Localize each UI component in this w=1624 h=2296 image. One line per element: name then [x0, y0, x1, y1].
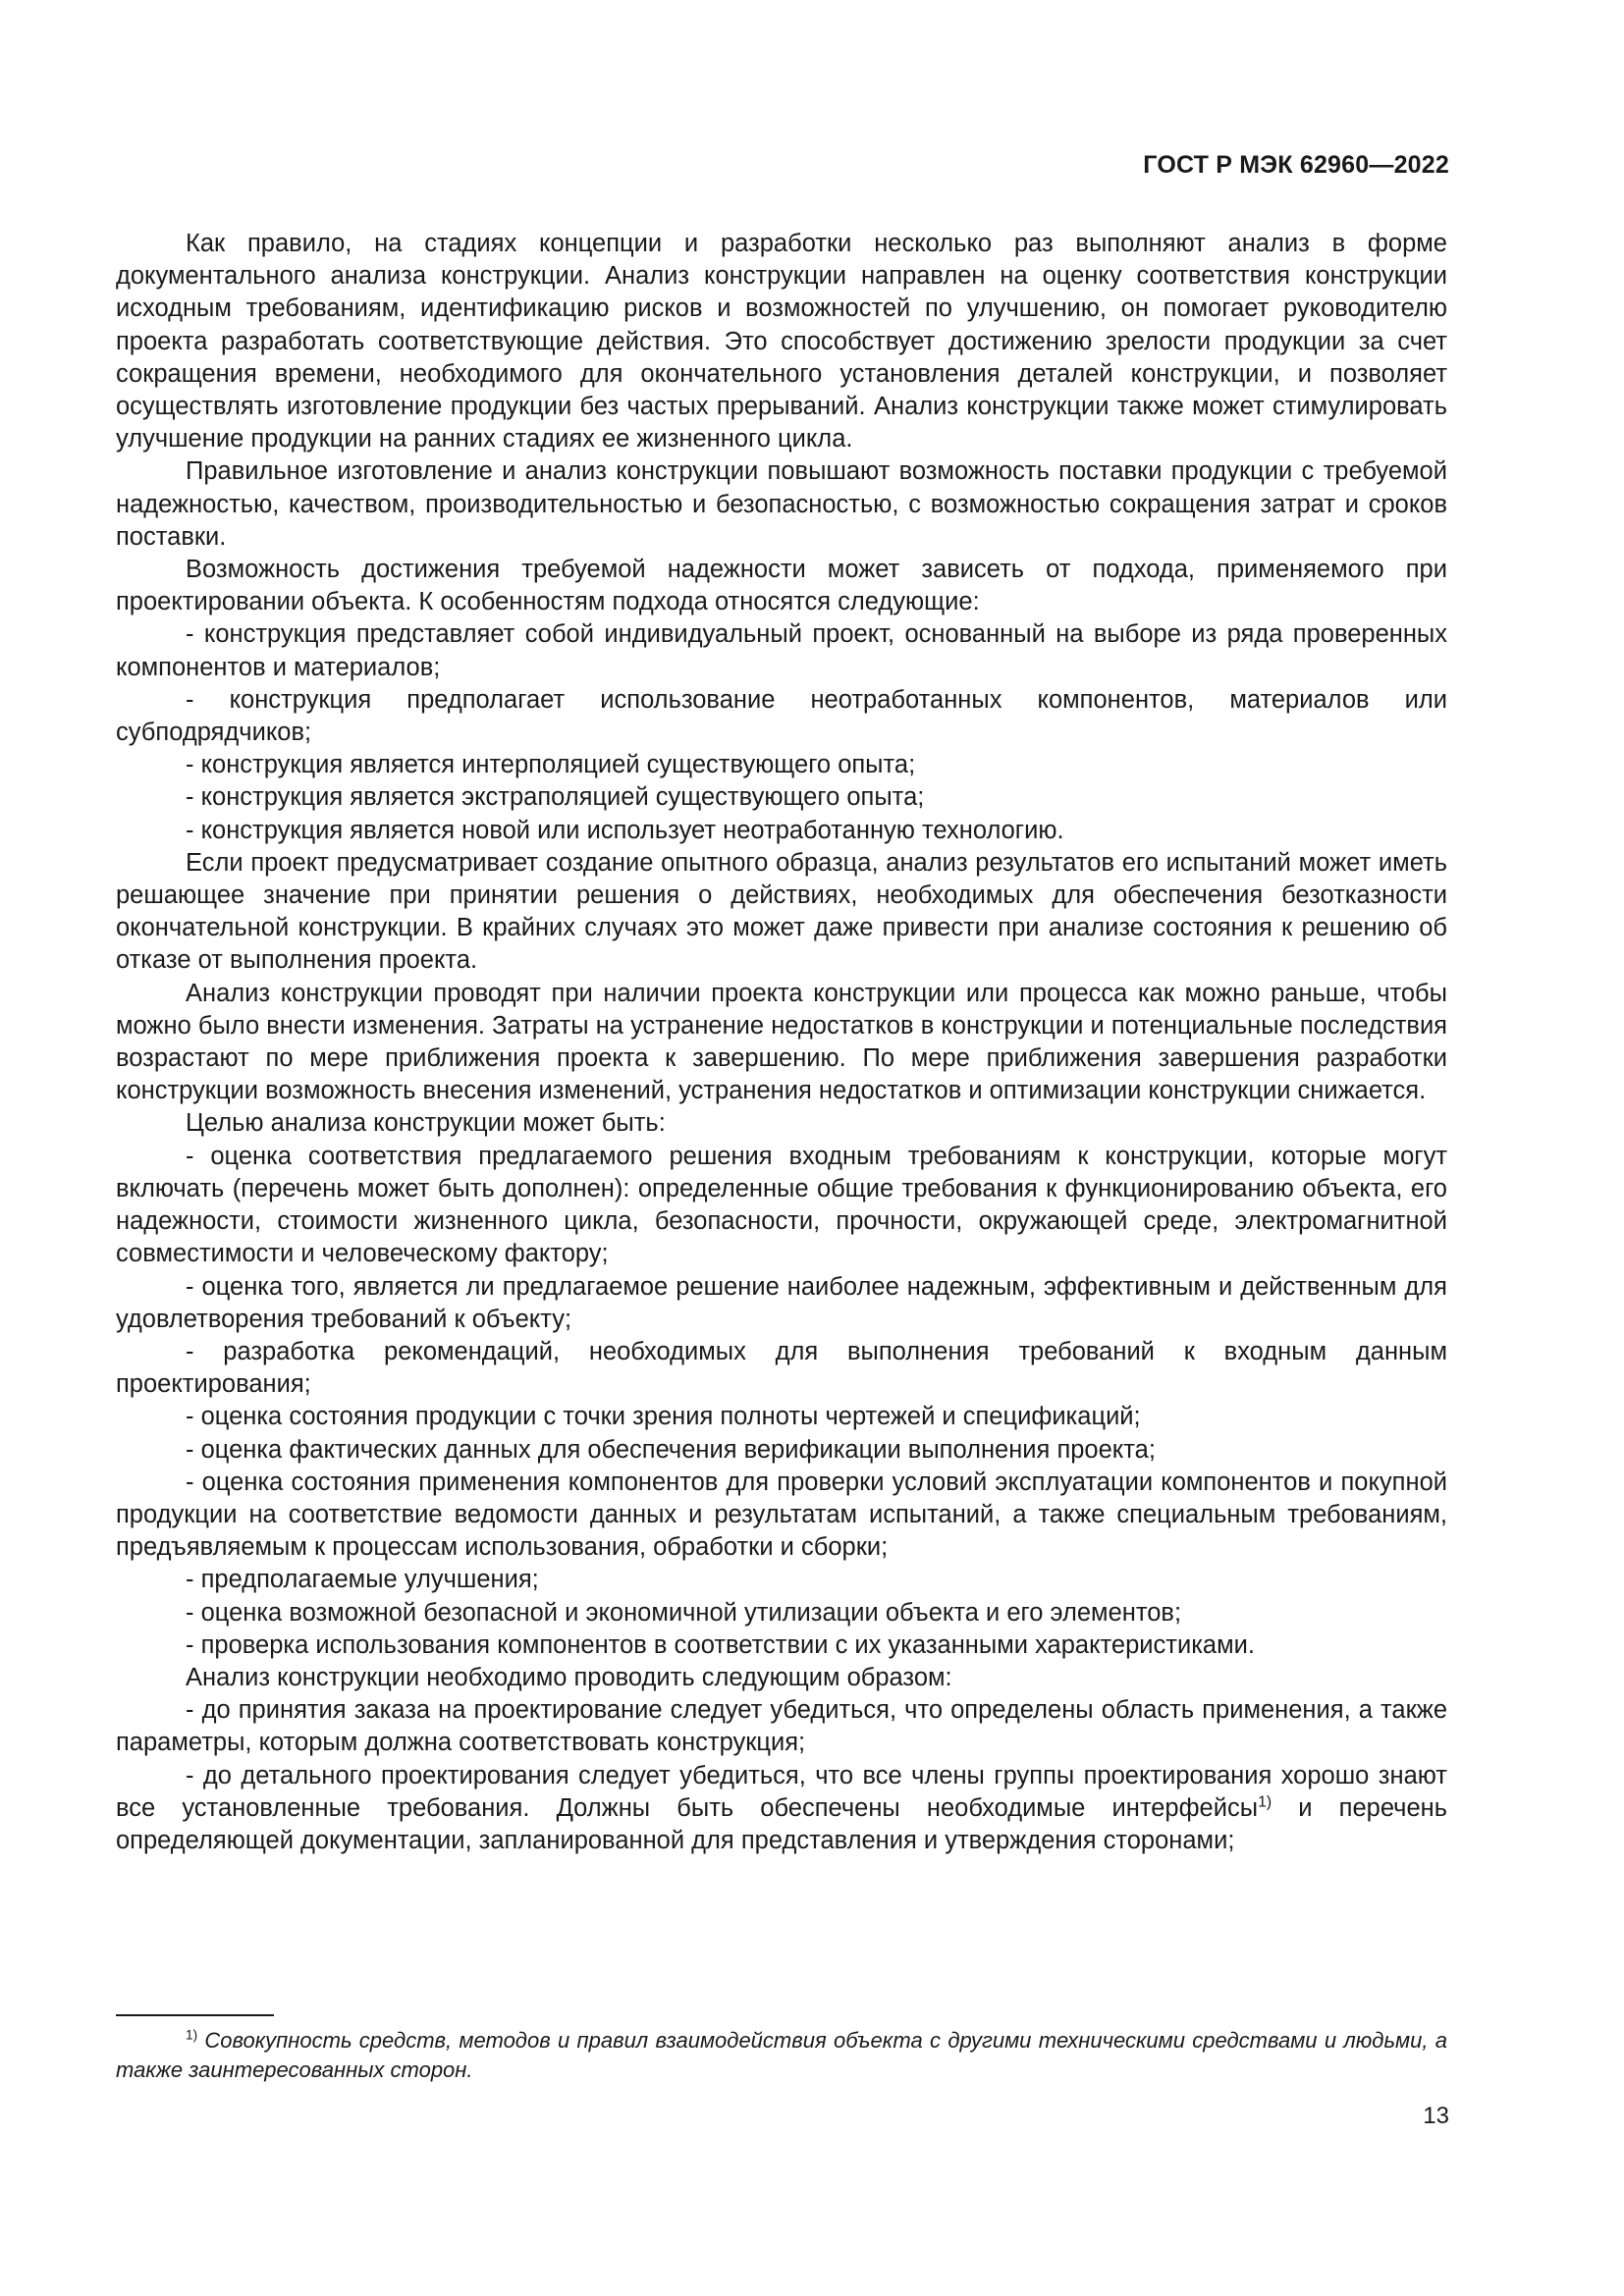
footnote-separator	[116, 2014, 274, 2016]
list-item-text: и перечень определяющей документации, запланированной для представления и утверждения сторонами;	[116, 1793, 1448, 1854]
list-item: - конструкция является новой или использует неотработанную технологию.	[186, 816, 1064, 844]
list-item: - конструкция является экстраполяцией существующего опыта;	[186, 783, 925, 812]
list-item: - проверка использования компонентов в соответствии с их указанными характеристиками.	[186, 1630, 1255, 1659]
page-number: 13	[1423, 2103, 1449, 2129]
footnote-reference: 1)	[1258, 1793, 1272, 1811]
body-text	[116, 228, 1447, 1857]
paragraph: Правильное изготовление и анализ конструкции повышают возможность поставки продукции с требуемой надежностью, качеством, производительностью и безопасностью, с возможностью сокращения затрат и сроков поставки.	[116, 457, 1447, 551]
footnote-mark: 1)	[186, 2027, 198, 2043]
list-item: - оценка состояния применения компонентов для проверки условий эксплуатации компонентов и покупной продукции на соответствие ведомости данных и результатам испытаний, а также специальным требованиям, предъявляемым к процессам использования, обработки и сборки;	[116, 1468, 1447, 1562]
list-item	[116, 1760, 1447, 1858]
list-item: - оценка состояния продукции с точки зрения полноты чертежей и спецификаций;	[186, 1403, 1141, 1431]
footnote	[116, 2026, 1447, 2085]
list-item: - конструкция представляет собой индивидуальный проект, основанный на выборе из ряда проверенных компонентов и материалов;	[116, 620, 1447, 681]
paragraph: Целью анализа конструкции может быть:	[186, 1109, 666, 1138]
list-item: - конструкция является интерполяцией существующего опыта;	[186, 751, 916, 779]
list-item: - оценка соответствия предлагаемого решения входным требованиям к конструкции, которые могут включать (перечень может быть дополнен): определенные общие требования к функционированию объекта, его надежности, стоимости жизненного цикла, безопасности, прочности, окружающей среде, электромагнитной совместимости и человеческому фактору;	[116, 1142, 1447, 1268]
paragraph: Возможность достижения требуемой надежности может зависеть от подхода, применяемого при проектировании объекта. К особенностям подхода относятся следующие:	[116, 556, 1447, 616]
list-item: - оценка возможной безопасной и экономичной утилизации объекта и его элементов;	[186, 1598, 1182, 1627]
paragraph: Анализ конструкции необходимо проводить следующим образом:	[186, 1663, 952, 1691]
list-item: - конструкция предполагает использование неотработанных компонентов, материалов или субподрядчиков;	[116, 685, 1447, 747]
list-item-text: - до детального проектирования следует убедиться, что все члены группы проектирования хорошо знают все установленные требования. Должны быть обеспечены необходимые интерфейсы	[116, 1761, 1447, 1822]
footnote-text: Совокупность средств, методов и правил взаимодействия объекта с другими техническими средствами и людьми, а также заинтересованных сторон.	[116, 2028, 1447, 2082]
list-item: - оценка фактических данных для обеспечения верификации выполнения проекта;	[186, 1435, 1156, 1464]
paragraph: Если проект предусматривает создание опытного образца, анализ результатов его испытаний может иметь решающее значение при принятии решения о действиях, необходимых для обеспечения безотказности окончательной конструкции. В крайних случаях это может даже привести при анализе состояния к решению об отказе от выполнения проекта.	[116, 848, 1447, 975]
list-item: - предполагаемые улучшения;	[186, 1566, 539, 1594]
list-item: - до принятия заказа на проектирование следует убедиться, что определены область применения, а также параметры, которым должна соответствовать конструкция;	[116, 1696, 1447, 1757]
paragraph: Как правило, на стадиях концепции и разработки несколько раз выполняют анализ в форме документального анализа конструкции. Анализ конструкции направлен на оценку соответствия конструкции исходным требованиям, идентификацию рисков и возможностей по улучшению, он помогает руководителю проекта разработать соответствующие действия. Это способствует достижению зрелости продукции за счет сокращения времени, необходимого для окончательного установления деталей конструкции, и позволяет осуществлять изготовление продукции без частых прерываний. Анализ конструкции также может стимулировать улучшение продукции на ранних стадиях ее жизненного цикла.	[116, 230, 1447, 454]
paragraph: Анализ конструкции проводят при наличии проекта конструкции или процесса как можно раньше, чтобы можно было внести изменения. Затраты на устранение недостатков в конструкции и потенциальные последствия возрастают по мере приближения проекта к завершению. По мере приближения завершения разработки конструкции возможность внесения изменений, устранения недостатков и оптимизации конструкции снижается.	[116, 979, 1447, 1105]
document-code: ГОСТ Р МЭК 62960—2022	[1143, 151, 1449, 179]
list-item: - оценка того, является ли предлагаемое решение наиболее надежным, эффективным и действенным для удовлетворения требований к объекту;	[116, 1272, 1447, 1333]
list-item: - разработка рекомендаций, необходимых для выполнения требований к входным данным проектирования;	[116, 1337, 1447, 1399]
footnote-paragraph	[116, 2026, 1447, 2085]
